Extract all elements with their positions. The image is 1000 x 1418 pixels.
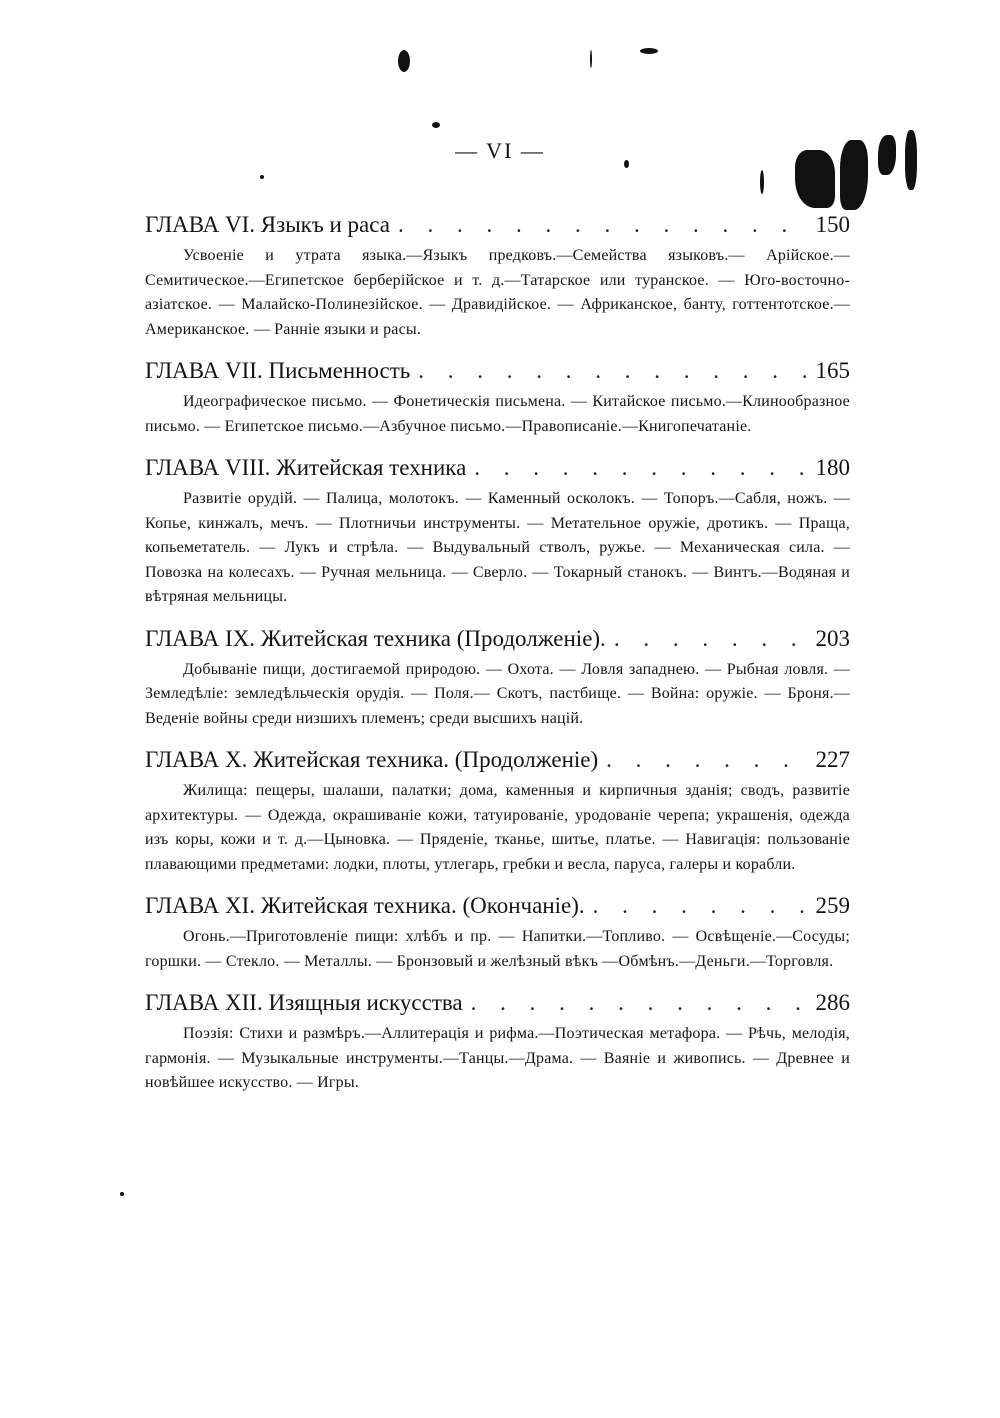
chapter-entry (145, 210, 850, 342)
chapter-entry (145, 356, 850, 439)
chapter-page: 150 (815, 212, 850, 237)
chapter-page: 259 (815, 893, 850, 918)
chapter-title: ГЛАВА IX. Житейская техника (Продолженіе). (145, 625, 606, 651)
ink-smudge (260, 175, 264, 179)
dot-leader (410, 356, 809, 386)
chapter-title: ГЛАВА XI. Житейская техника. (Окончаніе). (145, 893, 585, 918)
ink-smudge (590, 50, 592, 68)
chapter-summary: Жилища: пещеры, шалаши, палатки; дома, каменныя и кирпичныя зданія; сводъ, развитіе архитектуры. — Одежда, окрашиваніе кожи, татуированіе, уродованіе черепа; украшенія, одежда изъ коры, кожи и т. д.—Цыновка. — Пряденіе, тканье, шитье, платье. — Навигація: пользованіе плавающими предметами: лодки, плоты, утлегарь, гребки и весла, паруса, галеры и корабли. (145, 782, 850, 873)
ink-smudge (760, 170, 764, 194)
chapter-heading (145, 453, 850, 483)
chapter-entry (145, 891, 850, 974)
chapter-page: 227 (815, 747, 850, 772)
chapter-title: ГЛАВА VI. Языкъ и раса (145, 212, 390, 237)
ink-smudge (432, 122, 440, 128)
dot-leader (390, 210, 810, 240)
dot-leader (466, 453, 809, 483)
ink-smudge (120, 1192, 124, 1196)
dot-leader (598, 745, 809, 775)
ink-smudge (398, 50, 410, 72)
chapter-heading (145, 988, 850, 1018)
chapter-summary: Добываніе пищи, достигаемой природою. — Охота. — Ловля западнею. — Рыбная ловля. — Земледѣліе: земледѣльческія орудія. — Поля.— Скотъ, пастбище. — Война: оружіе. — Броня.—Веденіе войны среди низшихъ племенъ; среди высшихъ націй. (145, 660, 850, 727)
ink-smudge (640, 48, 658, 54)
chapter-entry (145, 453, 850, 610)
chapter-summary: Усвоеніе и утрата языка.—Языкъ предковъ.—Семейства языковъ.— Арійское.—Семитическое.—Египетское берберійское и т. д.—Татарское или туранское. — Юго-восточно-азіатское. — Малайско-Полинезійское. — Дравидійское. — Африканское, банту, готтентотское.—Американское. — Ранніе языки и расы. (145, 247, 850, 338)
chapter-entry (145, 988, 850, 1096)
chapter-summary: Идеографическое письмо. — Фонетическія письмена. — Китайское письмо.—Клинообразное письмо. — Египетское письмо.—Азбучное письмо.—Правописаніе.—Книгопечатаніе. (145, 393, 850, 435)
chapter-title: ГЛАВА X. Житейская техника. (Продолженіе) (145, 747, 599, 772)
chapter-title: ГЛАВА VII. Письменность (145, 358, 411, 383)
chapter-title: ГЛАВА XII. Изящныя искусства (145, 990, 463, 1015)
chapter-heading (145, 624, 850, 654)
chapter-page: 180 (815, 455, 850, 480)
chapter-summary: Развитіе орудій. — Палица, молотокъ. — Каменный осколокъ. — Топоръ.—Сабля, ножъ. — Копье, кинжалъ, мечъ. — Плотничьи инструменты. — Метательное оружіе, дротикъ. — Праща, копьеметатель. — Лукъ и стрѣла. — Выдувальный стволъ, ружье. — Механическая сила. — Повозка на колесахъ. — Ручная мельница. — Сверло. — Токарный станокъ. — Винтъ.—Водяная и вѣтряная мельницы. (145, 490, 850, 605)
chapter-summary: Поэзія: Стихи и размѣръ.—Аллитерація и рифма.—Поэтическая метафора. — Рѣчь, мелодія, гармонія. — Музыкальные инструменты.—Танцы.—Драма. — Ваяніе и живопись. — Древнее и новѣйшее искусство. — Игры. (145, 1025, 850, 1091)
page-number: — VI — (455, 138, 545, 163)
chapter-summary: Огонь.—Приготовленіе пищи: хлѣбъ и пр. — Напитки.—Топливо. — Освѣщеніе.—Сосуды; горшки. — Стекло. — Металлы. — Бронзовый и желѣзный вѣкъ —Обмѣнъ.—Деньги.—Торговля. (145, 928, 850, 970)
chapter-page: 286 (815, 990, 850, 1015)
chapter-title: ГЛАВА VIII. Житейская техника (145, 455, 467, 480)
chapter-entry (145, 624, 850, 732)
chapter-heading (145, 745, 850, 775)
dot-leader (606, 624, 810, 654)
chapter-entry (145, 745, 850, 877)
chapter-heading (145, 210, 850, 240)
chapter-page: 203 (815, 625, 850, 651)
chapter-heading (145, 891, 850, 921)
table-of-contents (145, 210, 850, 1110)
chapter-heading (145, 356, 850, 386)
dot-leader (463, 988, 810, 1018)
dot-leader (585, 891, 810, 921)
chapter-page: 165 (815, 358, 850, 383)
